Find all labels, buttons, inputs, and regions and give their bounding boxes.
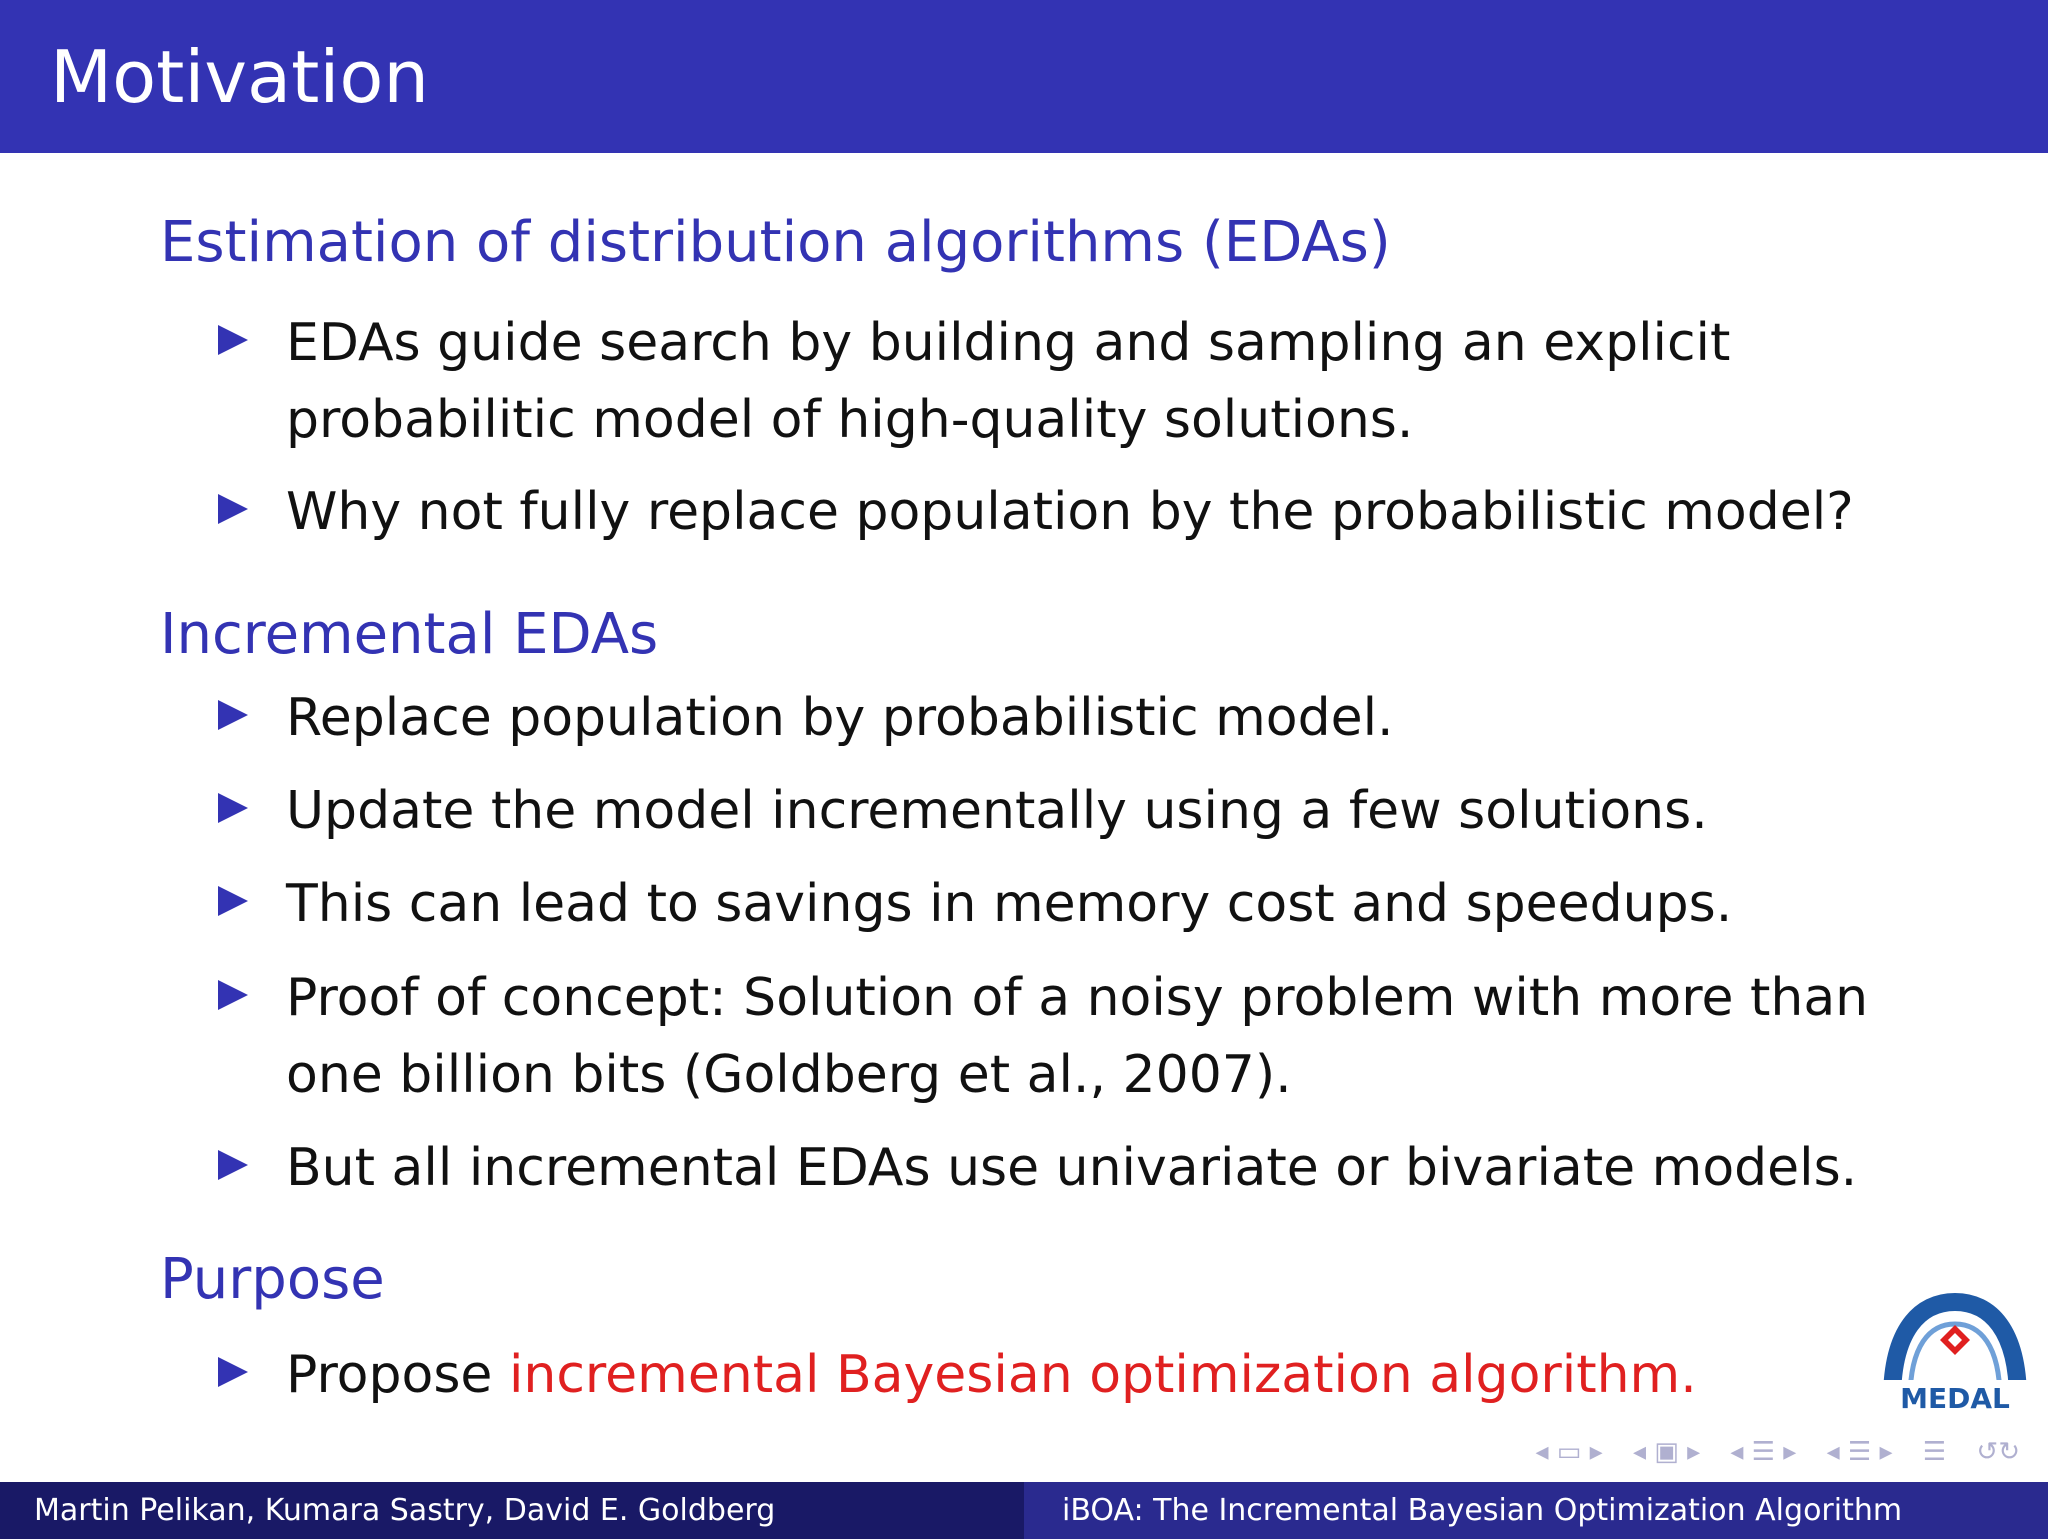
- bullet-text: [286, 1337, 1906, 1414]
- search-icon[interactable]: ↺↻: [1976, 1437, 2020, 1467]
- bullet-text: Replace population by probabilistic model.: [286, 688, 1394, 748]
- bullet-arrow-icon: [218, 325, 248, 355]
- bullet-text: Why not fully replace population by the probabilistic model?: [286, 482, 1854, 542]
- medal-logo: [1880, 1290, 2030, 1420]
- footer-authors-bar: [0, 1482, 1024, 1539]
- subsection-nav-icon[interactable]: ◂ ☰ ▸: [1826, 1437, 1893, 1467]
- bullet-text: Proof of concept: Solution of a noisy problem with more than one billion bits (Goldberg et al., 2007).: [286, 968, 1869, 1105]
- purpose-prefix: Propose: [286, 1345, 509, 1405]
- navigation-bar: [1320, 1432, 2020, 1472]
- bullet-text: EDAs guide search by building and sampling an explicit probabilitic model of high-quality solutions.: [286, 313, 1731, 450]
- bullet-arrow-icon: [218, 700, 248, 730]
- footer-title-bar: [1024, 1482, 2048, 1539]
- slide-header: [0, 0, 2048, 153]
- logo-text: MEDAL: [1900, 1382, 2010, 1415]
- bullet-arrow-icon: [218, 494, 248, 524]
- section-title-incremental-edas: Incremental EDAs: [160, 602, 659, 667]
- bullet-arrow-icon: [218, 980, 248, 1010]
- bullet-arrow-icon: [218, 1150, 248, 1180]
- frame-nav-icon[interactable]: ◂ ▭ ▸: [1535, 1437, 1603, 1467]
- footer-authors: Martin Pelikan, Kumara Sastry, David E. Goldberg: [34, 1493, 776, 1528]
- section-title-purpose: Purpose: [160, 1247, 385, 1312]
- slide-nav-icon[interactable]: ◂ ▣ ▸: [1632, 1437, 1701, 1467]
- section-nav-icon[interactable]: ◂ ☰ ▸: [1730, 1437, 1797, 1467]
- slide-title: Motivation: [50, 35, 430, 119]
- bullet-text: Update the model incrementally using a few solutions.: [286, 781, 1708, 841]
- bullet-arrow-icon: [218, 793, 248, 823]
- bullet-arrow-icon: [218, 1357, 248, 1387]
- purpose-highlight: incremental Bayesian optimization algorithm.: [508, 1345, 1697, 1405]
- align-icon[interactable]: ☰: [1922, 1437, 1947, 1467]
- footer-title: iBOA: The Incremental Bayesian Optimization Algorithm: [1062, 1493, 1903, 1528]
- section-title-edas: Estimation of distribution algorithms (EDAs): [160, 210, 1391, 275]
- bullet-text: But all incremental EDAs use univariate or bivariate models.: [286, 1138, 1858, 1198]
- bullet-arrow-icon: [218, 886, 248, 916]
- bullet-text: This can lead to savings in memory cost and speedups.: [286, 874, 1733, 934]
